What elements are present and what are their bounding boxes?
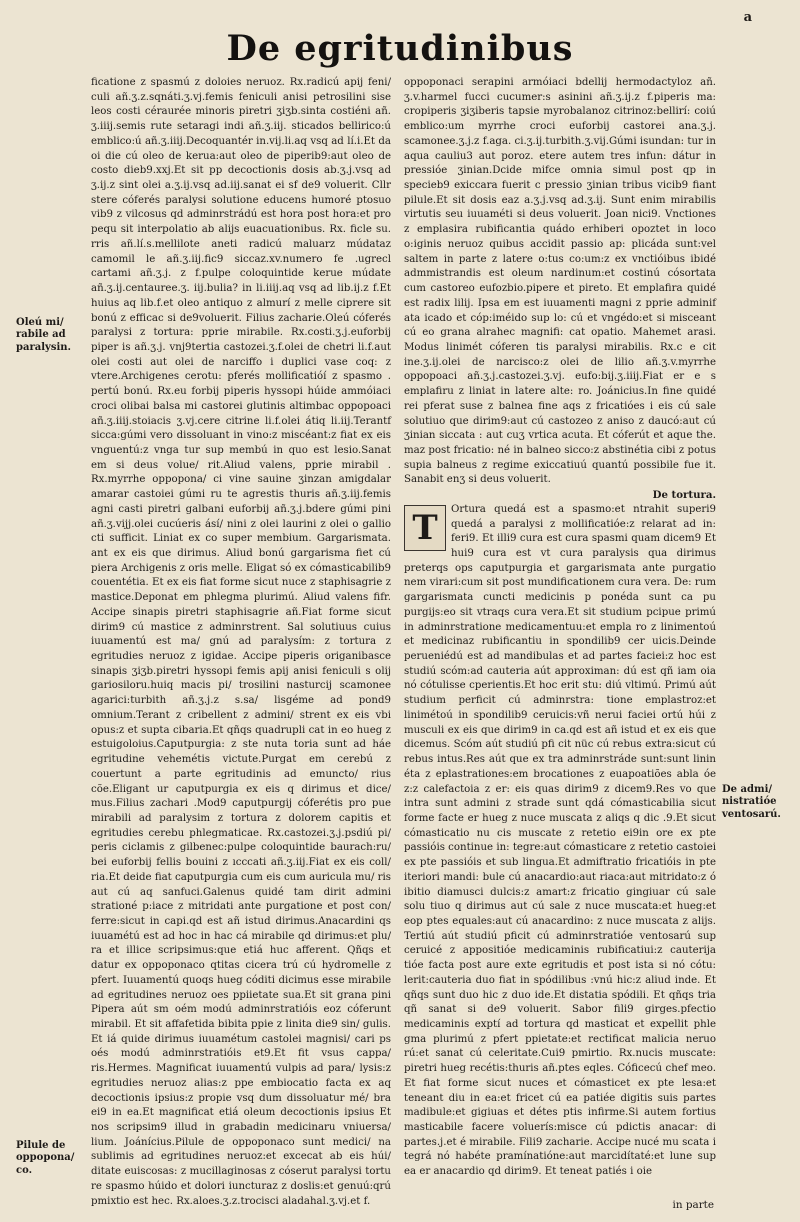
margin-note: De admi/ nistratióe ventosarú. <box>722 784 781 820</box>
left-column-text: ficatione z spasmú z doloies neruoz. Rx.radicú apij feni/ culi añ.ʒ.z.sqnáti.ʒ.vj.femis feniculi anisi petrosilini sise leos costi céraurée minoris piretri ʒiʒb.sinta costiéni añ. ʒ.iiij.semis rute setaragi indi añ.ʒ.iij. sticados bellirico:ú emblico:ú añ.ʒ.iiij.Decoquantér in.vij.li.aq vsq ad lí.i.Et da oi die cú oleo de kerua:aut oleo de piperib9:aut oleo de costo dieb9.xxj.Et sit pp decoctionis dosis ab.ʒ.j.vsq ad ʒ.ij.z sint olei a.ʒ.ij.vsq ad.iij.sanat ei sf de9 voluerit. Cllr stere cóferés paralysi solutione educens humoré ptosuo vib9 z vilcosus qd adminrstrádú est hora post hora:et pro pequ sit interpolatio ab alijs euacuationibus. Rx. ficle su. rris añ.lí.s.mellilote aneti radicú maluarz múdataz camomil le añ.ʒ.iij.fic9 siccaz.xv.numero fe .ugrecl cartami añ.ʒ.j. z f.pulpe coloquintide kerue múdate añ.ʒ.ij.centauree.ʒ. iij.bulia? in li.iiij.aq vsq ad lib.ij.z f.Et huius aq lib.f.et oleo antiquo z almurí z melle ciprere sit bonú z efficac si de9voluerit. Filius zacharie.Oleú cóferés paralysi z tortura: pprie mirabile. Rx.costi.ʒ.j.euforbij piper is añ.ʒ.j. vnj9tertia castozei.ʒ.f.olei de chetri li.f.aut olei costi aut olei de narciffo i duplici vase coq: z vtere.Archigenes cerotu: pferés mollificatióí z spasmo . pertú bonú. Rx.eu forbij piperis hyssopi húide ammóiaci croci olibai balsa mi castorei glutinis altimbac oppopoaci añ.ʒ.iiij.stoiacis ʒ.vj.cere citrine li.f.olei átiq li.iij.Terantf sicca:gúmi vero dissoluant in vino:z miscéant:z fiat ex eis vnguentú:z vnga tur sup membú in quo est lesio.Sanat em si deus volue/ rit.Aliud valens, pprie mirabil . Rx.myrrhe oppopona/ ci vine sauine ʒinzan amigdalar amarar castoiei gúmi ru te agrestis thuris añ.ʒ.iij.femis agni casti piretri galbani euforbij añ.ʒ.j.bdere gúmi pini añ.ʒ.vijj.olei cucúeris ásí/ nini z olei laurini z olei o gallio cti sufficit. Liniat ex co super membium. Gargarismata. ant ex eis que dirimus. Aliud bonú gargarisma fiet cú piera Archigenis z oris melle. Eligat só ex cómasticabilib9 couentétia. Et ex eis fiat forme sicut nuce z staphisagrie z mastice.Deponat em phlegma plurimú. Aliud valens fifr. Accipe sinapis piretri staphisagrie añ.Fiat forme sicut dirim9 cú mastice z adminrstrent. Sal solutiuus cuius iuuamentú est ma/ gnú ad paralysím: z tortura z egritudies neruoz z igidae. Accipe piperis origanibasce sinapis ʒiʒb.piretri hyssopi femis apij anisi feniculi s olij gariosiloru.huiq macis pi/ trosilini nasturcij scamonee agarici:turbith añ.ʒ.j.z s.sa/ lisgéme ad pond9 omnium.Terant z cribellent z admini/ strent ex eis vbi opus:z et supta cibaria.Et qñqs quadrupli cat in eo hueg z estuigoloius.Caputpurgia: z ste nuta toria sunt ad háe egritudine vehemétis victute.Purgat em cerebú z couertunt a parte egritudinis ad emuncto/ rius cõe.Eligant ur caputpurgia ex eis q dirimus et dice/ mus.Filius zachari .Mod9 caputpurgij cóferétis pro pue mirabili ad paralysim z tortura z dolorem capitis et egritudies cerebu phlegmaticae. Rx.castozei.ʒ.j.psdiú pi/ peris ciclamis z gilbenec:pulpe coloquintide baurach:ru/ bei euforbij fellis bouini z ıcccati añ.ʒ.iij.Fiat ex eis coll/ ria.Et deide fiat caputpurgia cum eis cum auricula mu/ ris aut cú aq sanfuci.Galenus quidé tam dirit admini strationé p:iace z mitridati ante purgatione et post con/ ferre:sicut in capi.qd est añ istud dirimus.Anacardini qs iuuamétú est ad hoc in hac cá mirabile qd dirimus:et plu/ ra et illice scripsimus:que etiá huc afferent. Qñqs et datur ex oppoponaco qtitas cicera trú cú hydromelle z pfert. Iuuamentú quoqs hueg códiti dicimus esse mirabile ad egritudines neruoz oes ppiietate sua.Et sit grana pini Pipera aút sm oém modú adminrstratióis eoz cóferunt mirabil. Et sit affafetida bibita ppie z linita die9 sin/ gulis. Et iá quide dirimus iuuamétum castolei magnisi/ cari ps oés modú adminrstratióis et9.Et fit vsus cappa/ ris.Hermes. Magnificat iuuamentú vulpis ad para/ lysis:z egritudies neruoz alias:z ppe embiocatio facta ex aq decoctionis ipsius:z propie vsq dum dissoluatur mé/ bra ei9 in ea.Et magnificat etiá oleum decoctionis ipsius Et nos scripsim9 illud in grabadin medicinaru vniuersa/ lium. Joánícius.Pilule de oppoponaco sunt medici/ na sublimis ad egritudines neruoz:et excecat ab eis húi/ ditate euiscosas: z mucillaginosas z cóserut paralysi tortu re spasmo húido et dolori iuncturaz z doslis:et genuú:qrú pmixtio est hec. Rx.aloes.ʒ.z.trocisci aladahal.ʒ.vj.et f. <box>91 77 391 1207</box>
left-text-column <box>91 76 391 1209</box>
margin-note: Oleú mi/ rabile ad paralysin. <box>16 317 72 353</box>
right-column-text-bottom <box>404 503 716 1180</box>
drop-cap-initial: T <box>404 505 446 551</box>
margin-note: Pilule de oppopona/ co. <box>16 1140 75 1176</box>
catchword: in parte <box>672 1199 714 1211</box>
tortura-body: Ortura quedá est a spasmo:et ntrahit superi9 quedá a paralysi z mollificatióe:z relarat ad in: feri9. Et illi9 cura est cura spasmi quam dicem9 Et hui9 cura est vt cura paralysis qua dirimus preterqs ops caputpurgia et gargarismata ante purgatio nem virari:cum sit post mundificationem cura vera. De: rum gargarismata cuncti medicinis p ponéda sunt ca pu purgijs:eo sit vtraqs cura vera.Et sit studium pcipue primú in adminrstratione medicamentuu:et empla ro z linimentoú et medicinaz rubificantiu in spondilib9 cer uicis.Deinde perueniédú est ad mandibulas et ad partes faciei:z hoc est studiú scóm:ad cauteria aút approximan: dú est qñ iam oia nó cótulisse cperientis.Et hoc erit stu: diú vltimú. Primú aút studium perficit cú adminrstra: tione emplastroz:et linimétoú in spondilib9 ceruicis:vñ nerui faciei ortú húi z musculi ex eis que dirim9 in ca.qd est añ istud et ex eis que dicemus. Scóm aút studiú pfi cit nüc cú rebus extra:sicut cú rebus intus.Res aút que ex tra adminrstráde sunt:sunt linin éta z eplastrationes:em brocationes z euapoatiões abla óe z:z calefactoia z er: eis quas dirim9 z dicem9.Res vo que intra sunt admini z strade sunt qdá cómasticabilia sicut forme facte er hueg z nuce muscata z aliqs q dic .9.Et sicut cómasticatio nu cis muscate z retetio ei9in ore ex pte passióis continue in: tegre:aut cómasticare z retetio castoiei ex pte passióis et sub lingua.Et admiftratio fricatióis in pte iteriori mandi: bule cú anacardio:aut riaca:aut mitridato:z ó ibitio diamusci dulcis:z amart:z fricatio gingiuar cú sale solu tiuo q dirimus aut cú sale z nuce muscata:et hueg:et eop ptes equales:aut cú anacardino: z nuce muscata z alijs. Tertiú aút studiú pficit cú adminrstratióe ventosarú sup ceruicé z appositióe medicaminis rubificatiui:z cauterija tióe facta post aure exte egritudis et post ista si nó cótu: lerit:cauteria duo fiat in spódilibus :vnú hic:z aliud inde. Et qñqs sunt duo hic z duo ide.Et distatia spódili. Et qñqs tria qñ sanat si de9 voluerit. Sabor fili9 girges.pfectio medicaminis exptí ad tortura qd masticat et expellit phle gma plurimú z pfert ppietate:et rectificat malicia neruo rú:et sanat cú celeritate.Cui9 pmirtio. Rx.nucis muscate: piretri hueg recétis:thuris añ.ptes eqles. Cóficecú chef meo. Et fiat forme sicut nuces et cómasticet ex pte lesa:et teneant diu in ea:et fricet cú ea patiée digitis suis partes madibule:et gigiuas et détes ptis infirme.Si autem fortius masticabile facere voluerís:misce cú pdictis anacar: di partes.j.et é mirabile. Fili9 zacharie. Accipe nucé mu scata i tegrá nó habéte pramínatióne:aut marcidítaté:et lune sup ea er anacardio qd dirim9. Et teneat patiés i oie <box>404 503 716 1178</box>
right-column-text-top: oppoponaci serapini armóiaci bdellij hermodactyloz añ. ʒ.v.harmel fucci cucumer:s asinini añ.ʒ.ij.z f.piperis ma: cropiperis ʒiʒiberis tapsie myrobalanoz citrinoz:bellirí: coiú emblico:um myrrhe croci euforbij castorei ana.ʒ.j. scamonee.ʒ.j.z f.aga. ci.ʒ.ij.turbith.ʒ.vij.Gúmi isundan: tur in aqua cauliu3 aut poroz. etere autem tres infun: dátur in pressióe ʒinian.Dcide mifce omnia simul post qp in specieb9 exiccara fuerit c pressio ʒinian tribus vicib9 fiant pilule.Et sit dosis eaz a.ʒ.j.vsq ad.ʒ.ij. Sunt enim mirabilis virtutis seu iuuaméti si deus voluerit. Joan nici9. Vnctiones z emplasira rubificantia quádo erhiberi opoztet in loco o:iginis neruoz quibus accidit passio ap: plicáda sunt:vel saltem in parte z latere o:tus co:um:z ex vnctióibus ibidé admmistrandis est oleum nardinum:et costinú cósortata cum castoreo eufozbio.pipere et pireto. Et emplafira quidé est radix lilij. Ipsa em est iuuamenti magni z pprie adminif ata icado et cóp:iméido sup lo: cú et vngédo:et si misceant cú eo grana alrahec magnifi: cat opatio. Mahemet arasi. Modus linimét cóferen tis paralysi mirabilis. Rx.c e cit ine.ʒ.ij.olei de narcisco:z olei de lilio añ.ʒ.v.myrrhe oppopoaci añ.ʒ.j.castozei.ʒ.vj. eufo:bij.ʒ.iiij.Fiat er e s emplafiru z liniat in latere alte: ro. Joánicius.In fine quidé rei pferat suse z balnea fine aqs z fricatióes i eis cú sale solutiuo que dirim9:aut cú castozeo z aniso z daucó:aut cú ʒinian siccata : aut cuʒ vrtica acuta. Et cóferút et aque the. maz post fricatio: né in balneo sicco:z abstinétia cibi z potus supia balneus z regime exiccatiuú quantú possibile fue it. Sanabit enʒ si deus voluerit. <box>404 77 716 486</box>
section-heading-tortura: De tortura. <box>652 489 716 502</box>
page-title: De egritudinibus <box>226 28 574 69</box>
right-text-column <box>404 76 716 1180</box>
signature-mark: a <box>743 10 752 25</box>
